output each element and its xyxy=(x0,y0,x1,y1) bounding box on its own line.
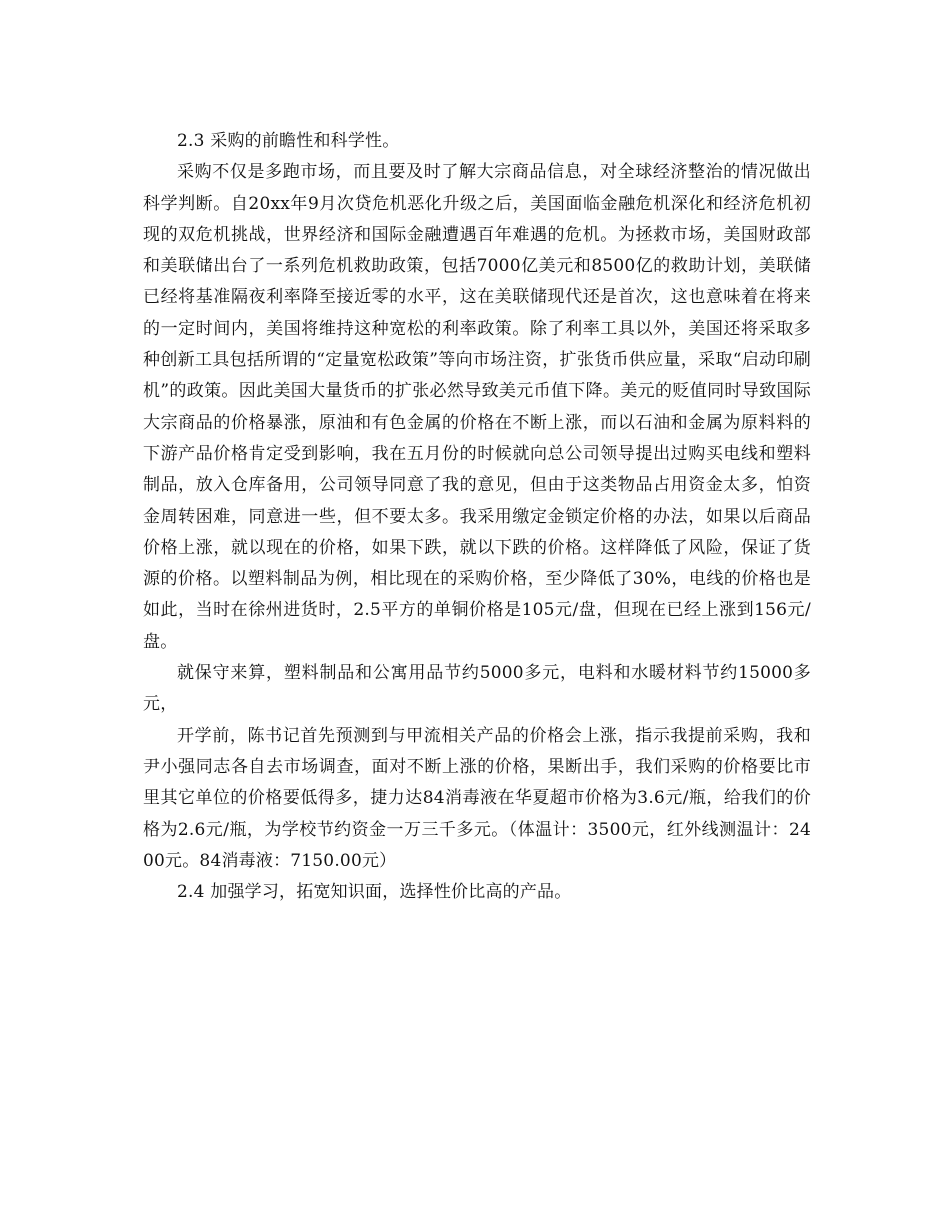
body-paragraph-procurement-analysis: 采购不仅是多跑市场，而且要及时了解大宗商品信息，对全球经济整治的情况做出科学判断。自20xx年9月次贷危机恶化升级之后，美国面临金融危机深化和经济危机初现的双危机挑战，世界经济和国际金融遭遇百年难遇的危机。为拯救市场，美国财政部和美联储出台了一系列危机救助政策，包括7000亿美元和8500亿的救助计划，美联储已经将基准隔夜利率降至接近零的水平，这在美联储现代还是首次，这也意味着在将来的一定时间内，美国将维持这种宽松的利率政策。除了利率工具以外，美国还将采取多种创新工具包括所谓的“定量宽松政策”等向市场注资，扩张货币供应量，采取“启动印刷机”的政策。因此美国大量货币的扩张必然导致美元币值下降。美元的贬值同时导致国际大宗商品的价格暴涨，原油和有色金属的价格在不断上涨，而以石油和金属为原料料的下游产品价格肯定受到影响，我在五月份的时候就向总公司领导提出过购买电线和塑料制品，放入仓库备用，公司领导同意了我的意见，但由于这类物品占用资金太多，怕资金周转困难，同意进一些，但不要太多。我采用缴定金锁定价格的办法，如果以后商品价格上涨，就以现在的价格，如果下跌，就以下跌的价格。这样降低了风险，保证了货源的价格。以塑料制品为例，相比现在的采购价格，至少降低了30%，电线的价格也是如此，当时在徐州进货时，2.5平方的单铜价格是105元/盘，但现在已经上涨到156元/盘。 xyxy=(143,162,811,652)
section-heading-2-4: 2.4 加强学习，拓宽知识面，选择性价比高的产品。 xyxy=(177,882,572,903)
document-page xyxy=(143,126,811,908)
section-heading-2-3: 2.3 采购的前瞻性和科学性。 xyxy=(177,131,400,151)
body-paragraph-flu-supplies: 开学前，陈书记首先预测到与甲流相关产品的价格会上涨，指示我提前采购，我和尹小强同志各自去市场调查，面对不断上涨的价格，果断出手，我们采购的价格要比市里其它单位的价格要低得多，捷力达84消毒液在华夏超市价格为3.6元/瓶，给我们的价格为2.6元/瓶，为学校节约资金一万三千多元。（体温计：3500元，红外线测温计：2400元。84消毒液：7150.00元） xyxy=(143,725,811,871)
body-paragraph-savings-summary: 就保守来算，塑料制品和公寓用品节约5000多元，电料和水暖材料节约15000多元， xyxy=(143,663,811,715)
